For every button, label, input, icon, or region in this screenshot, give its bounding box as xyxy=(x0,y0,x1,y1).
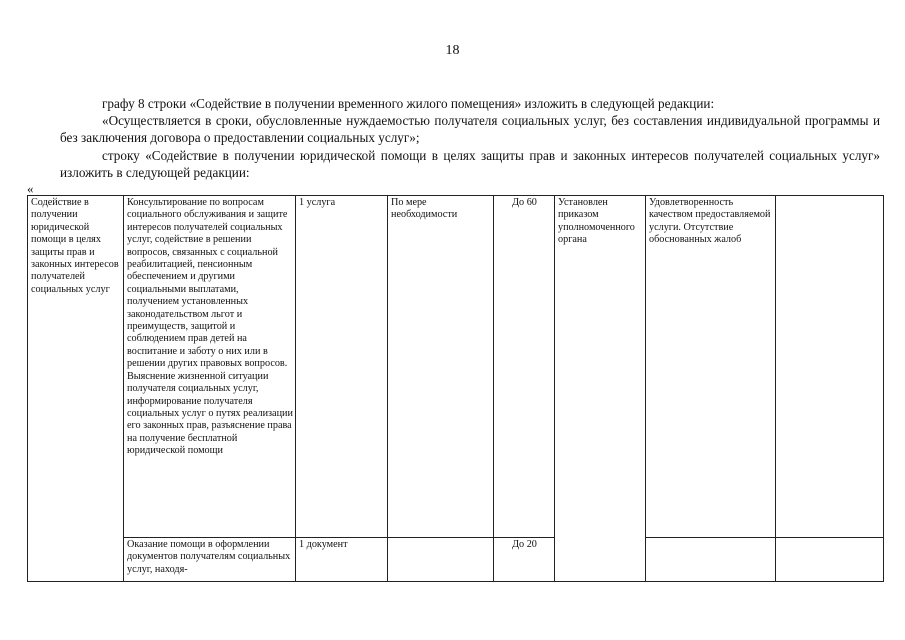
service-frequency-cell: По мере необходимости xyxy=(388,196,494,538)
service-unit-cell: 1 документ xyxy=(296,538,388,582)
service-conditions-cell xyxy=(776,196,884,538)
service-quality-cell xyxy=(646,538,776,582)
service-unit-cell: 1 услуга xyxy=(296,196,388,538)
page-number: 18 xyxy=(445,43,460,58)
service-conditions-cell xyxy=(776,538,884,582)
paragraph-quote-text: «Осуществляется в сроки, обусловленные нуждаемостью получателя социальных услуг, без составления индивидуальной программы и без заключения договора о предоставлении социальных услуг»; xyxy=(60,113,880,145)
service-time-cell: До 60 xyxy=(494,196,555,538)
paragraph-graph-8: графу 8 строки «Содействие в получении временного жилого помещения» изложить в следующей редакции: xyxy=(102,96,715,111)
services-table xyxy=(27,195,884,582)
service-description-cell: Консультирование по вопросам социального обслуживания и защите интересов получателей социальных услуг, содействие в решении вопросов, связанных с социальной реабилитацией, пенсионным обеспечением и другими социальными выплатами, получением установленных законодательством льгот и преимуществ, защитой и соблюдением прав детей на воспитание и заботу о них или в решении других правовых вопросов. Выяснение жизненной ситуации получателя социальных услуг, информирование получателя социальных услуг о путях реализации его законных прав, разъяснение права на получение бесплатной юридической помощи xyxy=(124,196,296,538)
service-name-cell: Содействие в получении юридической помощи в целях защиты прав и законных интересов получателей социальных услуг xyxy=(28,196,124,582)
opening-quote-mark: « xyxy=(27,181,34,196)
paragraph-row-instruction: строку «Содействие в получении юридической помощи в целях защиты прав и законных интересов получателей социальных услуг» изложить в следующей редакции: xyxy=(60,148,880,180)
table-row xyxy=(28,196,884,538)
table-row xyxy=(28,538,884,582)
service-quality-cell: Удовлетворенность качеством предоставляемой услуги. Отсутствие обоснованных жалоб xyxy=(646,196,776,538)
service-description-cell: Оказание помощи в оформлении документов получателям социальных услуг, находя- xyxy=(124,538,296,582)
service-time-cell: До 20 xyxy=(494,538,555,582)
service-tariff-cell: Установлен приказом уполномоченного органа xyxy=(555,196,646,582)
service-frequency-cell xyxy=(388,538,494,582)
